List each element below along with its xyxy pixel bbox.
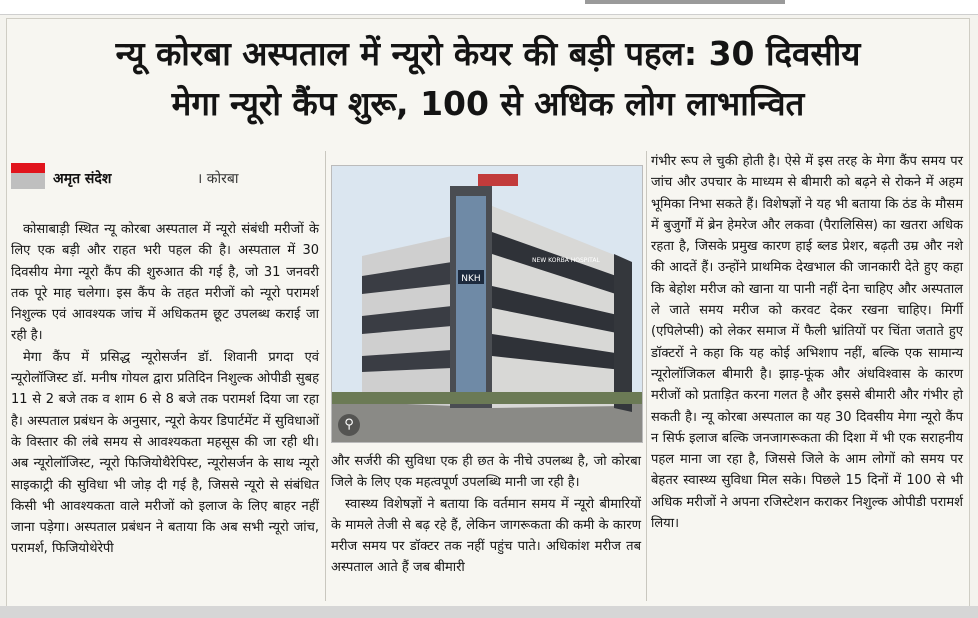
column-divider <box>646 151 647 601</box>
paragraph: स्वास्थ्य विशेषज्ञों ने बताया कि वर्तमान समय में न्यूरो बीमारियों के मामले तेजी से बढ़ रहे हैं, लेकिन जागरूकता की कमी के कारण मरीज समय पर डॉक्टर तक नहीं पहुंच पाते। अधिकांश मरीज तब अस्पताल आते हैं जब बीमारी <box>331 496 641 576</box>
top-divider-bar <box>585 0 785 4</box>
building-sign-text: NKH <box>461 274 481 284</box>
headline <box>7 29 969 129</box>
article-column-3 <box>651 151 963 534</box>
byline-grey-marker <box>11 173 45 189</box>
byline-location: । कोरबा <box>197 171 239 187</box>
facade-text: NEW KORBA HOSPITAL <box>532 257 600 264</box>
article-column-2 <box>331 451 641 579</box>
paragraph: और सर्जरी की सुविधा एक ही छत के नीचे उपलब्ध है, जो कोरबा जिले के लिए एक महत्वपूर्ण उपलब्धि मानी जा रही है। <box>331 454 641 491</box>
column-divider <box>325 151 326 601</box>
hospital-photo <box>331 165 643 443</box>
byline-source: अमृत संदेश <box>53 171 112 187</box>
paragraph: मेगा कैंप में प्रसिद्ध न्यूरोसर्जन डॉ. शिवानी प्रगदा एवं न्यूरोलॉजिस्ट डॉ. मनीष गोयल द्वारा प्रतिदिन निशुल्क ओपीडी सुबह 11 से 2 बजे तक व शाम 6 से 8 बजे तक परामर्श दिया जा रहा है। अस्पताल प्रबंधन के अनुसार, न्यूरो केयर डिपार्टमेंट में सुविधाओं के विस्तार की लंबे समय से आवश्यकता महसूस की जा रही थी। अब न्यूरोलॉजिस्ट, न्यूरो फिजियोथैरेपिस्ट, न्यूरोसर्जन के साथ न्यूरो साइकाट्री की सुविधा भी जोड़ दी गई है, जिससे न्यूरो से संबंधित किसी भी आवश्यकता वाले मरीजों को इलाज के लिए बाहर नहीं जाना पड़ेगा। अस्पताल प्रबंधन ने बताया कि अब सभी न्यूरो जांच, परामर्श, फिजियोथेरेपी <box>11 349 319 557</box>
byline-red-marker <box>11 163 45 173</box>
article-column-1 <box>11 219 319 560</box>
top-clipped-strip <box>0 0 978 15</box>
headline-line-2: मेगा न्यूरो कैंप शुरू, 100 से अधिक लोग लाभान्वित <box>171 84 805 123</box>
hospital-building-image <box>332 166 642 442</box>
bottom-strip <box>0 606 978 618</box>
byline <box>11 163 321 197</box>
newspaper-clipping <box>6 18 970 610</box>
paragraph: कोसाबाड़ी स्थित न्यू कोरबा अस्पताल में न्यूरो संबंधी मरीजों के लिए एक बड़ी और राहत भरी पहल की है। अस्पताल में 30 दिवसीय मेगा न्यूरो कैंप की शुरुआत की गई है, जो 31 जनवरी तक पूरे माह चलेगा। इस कैंप के तहत मरीजों को न्यूरो परामर्श निशुल्क एवं आवश्यक जांच में अधिकतम छूट उपलब्ध कराई जा रही है। <box>11 222 319 344</box>
headline-line-1: न्यू कोरबा अस्पताल में न्यूरो केयर की बड़ी पहल: 30 दिवसीय <box>115 34 861 73</box>
paragraph: गंभीर रूप ले चुकी होती है। ऐसे में इस तरह के मेगा कैंप समय पर जांच और उपचार के माध्यम से बीमारी को बढ़ने से रोकने में अहम भूमिका निभा सकते हैं। विशेषज्ञों ने यह भी बताया कि ठंड के मौसम में बुजुर्गों में ब्रेन हेमरेज और लकवा (पैरालिसिस) का खतरा अधिक रहता है, जिसके प्रमुख कारण हाई ब्लड प्रेशर, बढ़ती उम्र और नशे की आदतें हैं। उन्होंने प्राथमिक देखभाल की जानकारी देते हुए कहा कि बेहोश मरीज को खाना या पानी नहीं देना चाहिए और अस्पताल ले जाते समय मरीज को करवट देकर रखना चाहिए। मिर्गी (एपिलेप्सी) को लेकर समाज में फैली भ्रांतियों पर चिंता जताते हुए डॉक्टरों ने कहा कि यह कोई अभिशाप नहीं, बल्कि एक सामान्य न्यूरोलॉजिकल बीमारी है। झाड़-फूंक और अंधविश्वास के कारण मरीजों को प्रताड़ित करना गलत है और इससे बीमारी और गंभीर हो सकती है। न्यू कोरबा अस्पताल का यह 30 दिवसीय मेगा न्यूरो कैंप न सिर्फ इलाज बल्कि जनजागरूकता की दिशा में भी एक सराहनीय पहल माना जा रहा है, जिससे जिले के आम लोगों को समय पर बेहतर स्वास्थ्य सुविधा मिल सके। पिछले 15 दिनों में 100 से भी अधिक मरीजों ने अपना रजिस्टेशन कराकर निशुल्क ओपीडी परामर्श लिया। <box>651 154 963 532</box>
search-icon[interactable]: ⚲ <box>338 414 360 436</box>
